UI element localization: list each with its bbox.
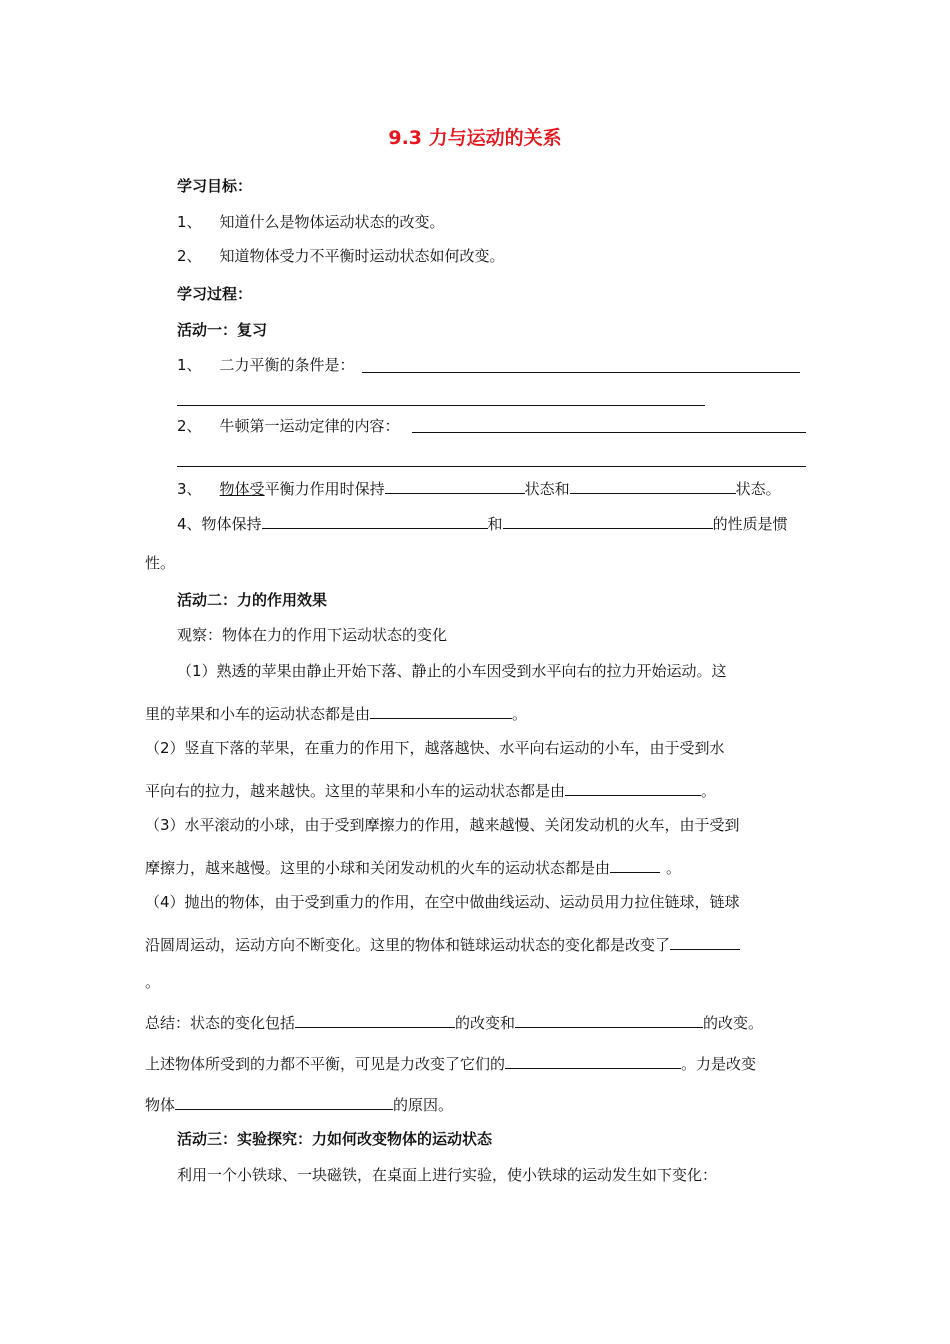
paragraph-3-line-2 bbox=[145, 856, 681, 878]
period: 。 bbox=[701, 782, 717, 800]
paragraph-text: 平向右的拉力，越来越快。这里的苹果和小车的运动状态都是由 bbox=[145, 782, 566, 800]
answer-blank[interactable] bbox=[177, 405, 705, 406]
paragraph-4-line-2 bbox=[145, 933, 740, 955]
answer-blank[interactable] bbox=[175, 1093, 393, 1110]
answer-blank[interactable] bbox=[503, 512, 713, 529]
paragraph-text: 摩擦力，越来越慢。这里的小球和关闭发动机的火车的运动状态都是由 bbox=[145, 859, 611, 877]
goal-item-2 bbox=[177, 246, 505, 266]
activity3-text: 利用一个小铁球、一块磁铁，在桌面上进行实验，使小铁球的运动发生如下变化： bbox=[177, 1166, 718, 1184]
question-text: 物体受 bbox=[219, 480, 265, 498]
question-text: 牛顿第一运动定律的内容： bbox=[219, 417, 400, 435]
summary-line-1 bbox=[145, 1011, 763, 1033]
goal-num: 1、 bbox=[177, 213, 202, 231]
goals-heading: 学习目标： bbox=[177, 177, 253, 195]
period: 。 bbox=[512, 705, 528, 723]
question-continuation: 性。 bbox=[145, 554, 176, 572]
question-text: 状态。 bbox=[735, 480, 781, 498]
paragraph-2-line-1: （2）竖直下落的苹果，在重力的作用下，越落越快、水平向右运动的小车，由于受到水 bbox=[145, 739, 725, 757]
answer-blank[interactable] bbox=[505, 1052, 681, 1069]
review-question-1 bbox=[177, 355, 355, 375]
paragraph-4-line-1: （4）抛出的物体，由于受到重力的作用，在空中做曲线运动、运动员用力拉住链球，链球 bbox=[145, 893, 740, 911]
review-question-4 bbox=[177, 512, 788, 534]
review-question-2 bbox=[177, 416, 400, 436]
summary-text: 。力是改变 bbox=[681, 1055, 757, 1073]
goal-item-1 bbox=[177, 212, 445, 232]
question-text: 平衡力作用时保持 bbox=[264, 480, 385, 498]
summary-text: 的改变和 bbox=[455, 1014, 516, 1032]
paragraph-1-line-1: （1）熟透的苹果由静止开始下落、静止的小车因受到水平向右的拉力开始运动。这 bbox=[177, 662, 727, 680]
question-text: 的性质是惯 bbox=[712, 515, 788, 533]
answer-blank[interactable] bbox=[670, 933, 740, 950]
paragraph-1-line-2 bbox=[145, 702, 527, 724]
period-line: 。 bbox=[145, 973, 161, 991]
summary-line-2 bbox=[145, 1052, 756, 1074]
question-text: 4、物体保持 bbox=[177, 515, 262, 533]
question-text: 状态和 bbox=[524, 480, 570, 498]
page-title: 9.3 力与运动的关系 bbox=[388, 127, 562, 149]
answer-blank[interactable] bbox=[515, 1011, 703, 1028]
summary-text: 上述物体所受到的力都不平衡，可见是力改变了它们的 bbox=[145, 1055, 506, 1073]
question-text: 和 bbox=[487, 515, 503, 533]
answer-blank[interactable] bbox=[565, 779, 701, 796]
paragraph-3-line-1: （3）水平滚动的小球，由于受到摩擦力的作用，越来越慢、关闭发动机的火车，由于受到 bbox=[145, 816, 740, 834]
paragraph-text: 里的苹果和小车的运动状态都是由 bbox=[145, 705, 371, 723]
answer-blank[interactable] bbox=[262, 512, 488, 529]
activity1-heading: 活动一：复习 bbox=[177, 321, 268, 339]
activity3-heading: 活动三：实验探究：力如何改变物体的运动状态 bbox=[177, 1130, 493, 1148]
goal-num: 2、 bbox=[177, 247, 202, 265]
paragraph-2-line-2 bbox=[145, 779, 716, 801]
answer-blank[interactable] bbox=[370, 702, 512, 719]
activity2-heading: 活动二：力的作用效果 bbox=[177, 591, 328, 609]
question-num: 2、 bbox=[177, 417, 202, 435]
observe-text: 观察：物体在力的作用下运动状态的变化 bbox=[177, 626, 448, 644]
goal-text: 知道什么是物体运动状态的改变。 bbox=[219, 213, 445, 231]
paragraph-text: 沿圆周运动，运动方向不断变化。这里的物体和链球运动状态的变化都是改变了 bbox=[145, 936, 671, 954]
summary-line-3 bbox=[145, 1093, 453, 1115]
summary-text: 物体 bbox=[145, 1096, 176, 1114]
answer-blank[interactable] bbox=[412, 432, 806, 433]
answer-blank[interactable] bbox=[610, 856, 660, 873]
question-num: 1、 bbox=[177, 356, 202, 374]
question-num: 3、 bbox=[177, 480, 202, 498]
answer-blank[interactable] bbox=[177, 466, 806, 467]
answer-blank[interactable] bbox=[385, 477, 525, 494]
answer-blank[interactable] bbox=[362, 372, 800, 373]
goal-text: 知道物体受力不平衡时运动状态如何改变。 bbox=[219, 247, 505, 265]
process-heading: 学习过程： bbox=[177, 285, 253, 303]
question-text: 二力平衡的条件是： bbox=[219, 356, 355, 374]
summary-text: 的原因。 bbox=[393, 1096, 454, 1114]
period: 。 bbox=[666, 859, 682, 877]
summary-text: 总结：状态的变化包括 bbox=[145, 1014, 296, 1032]
answer-blank[interactable] bbox=[295, 1011, 455, 1028]
summary-text: 的改变。 bbox=[703, 1014, 764, 1032]
answer-blank[interactable] bbox=[570, 477, 736, 494]
review-question-3 bbox=[177, 477, 781, 499]
